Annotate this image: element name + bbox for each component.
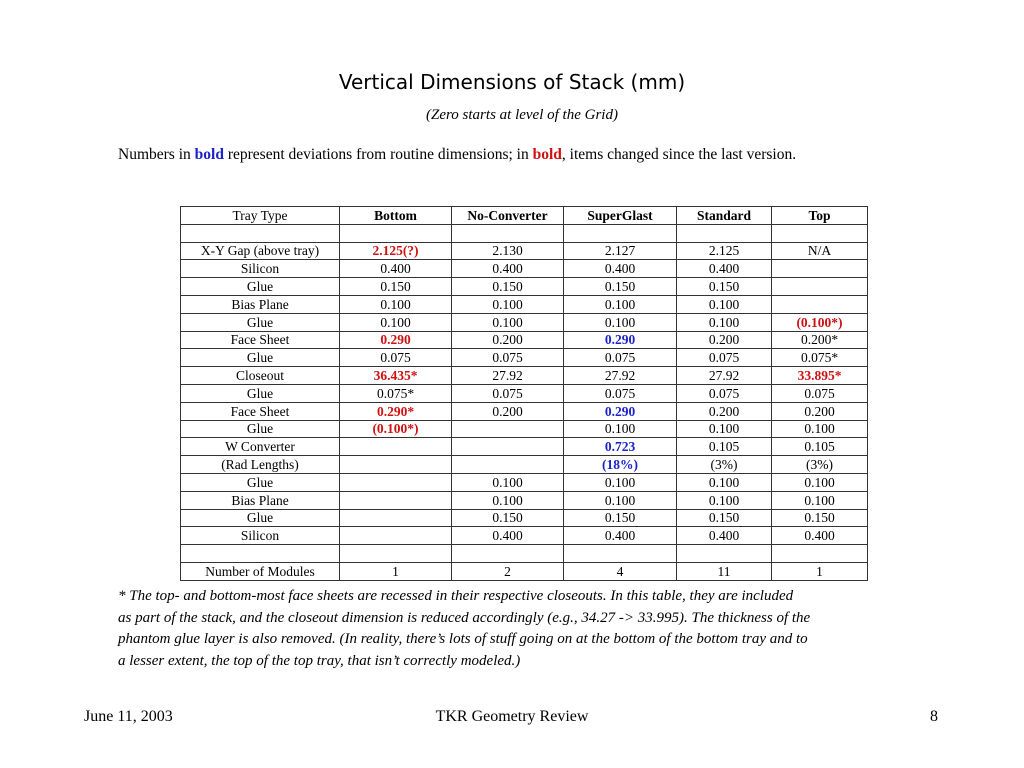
- table-cell: 0.150: [564, 509, 677, 527]
- table-cell: 4: [564, 562, 677, 580]
- table-cell: [452, 545, 564, 563]
- table-cell: 0.723: [564, 438, 677, 456]
- table-cell: 0.100: [564, 295, 677, 313]
- table-cell: [452, 438, 564, 456]
- table-cell: 0.200*: [772, 331, 868, 349]
- table-cell: 0.100: [452, 473, 564, 491]
- table-row: [181, 313, 868, 331]
- table-cell: [340, 438, 452, 456]
- footnote-line: phantom glue layer is also removed. (In reality, there’s lots of stuff going on at the bottom of the bottom tray and to: [118, 631, 808, 647]
- table-row: [181, 420, 868, 438]
- table-cell: 0.100: [772, 491, 868, 509]
- table-row: [181, 224, 868, 242]
- table-cell: 0.150: [452, 278, 564, 296]
- table-row: [181, 349, 868, 367]
- table-cell: [772, 278, 868, 296]
- row-label-cell: Face Sheet: [181, 331, 340, 349]
- table-cell: 0.150: [452, 509, 564, 527]
- table-cell: [340, 545, 452, 563]
- table-cell: 0.100: [677, 295, 772, 313]
- table-cell: 0.150: [772, 509, 868, 527]
- row-label-cell: Glue: [181, 313, 340, 331]
- note-bold-blue: bold: [194, 146, 224, 163]
- table-row: [181, 438, 868, 456]
- table-cell: 27.92: [452, 367, 564, 385]
- table-cell: 0.200: [677, 331, 772, 349]
- row-label-cell: Face Sheet: [181, 402, 340, 420]
- table-row: [181, 473, 868, 491]
- row-label-cell: Glue: [181, 509, 340, 527]
- table-row: [181, 367, 868, 385]
- table-cell: 0.105: [677, 438, 772, 456]
- table-cell: [772, 295, 868, 313]
- table-cell: 0.200: [772, 402, 868, 420]
- table-cell: 0.400: [452, 260, 564, 278]
- table-cell: 0.100: [564, 420, 677, 438]
- footnote-line: as part of the stack, and the closeout dimension is reduced accordingly (e.g., 34.27 -> 33.995). The thickness of the: [118, 609, 811, 626]
- table-cell: 2.125: [677, 242, 772, 260]
- row-label-cell: Bias Plane: [181, 295, 340, 313]
- header-no-converter: No-Converter: [452, 207, 564, 225]
- table-cell: 0.100: [452, 491, 564, 509]
- table-cell: [452, 224, 564, 242]
- table-row: [181, 456, 868, 474]
- table-cell: [452, 420, 564, 438]
- table-cell: 0.075: [772, 384, 868, 402]
- row-label-cell: Silicon: [181, 260, 340, 278]
- table-cell: 0.100: [772, 420, 868, 438]
- note-text-3: , items changed since the last version.: [561, 146, 797, 163]
- table-row: [181, 527, 868, 545]
- table-cell: 0.100: [564, 473, 677, 491]
- row-label-cell: W Converter: [181, 438, 340, 456]
- table-cell: 0.100: [677, 473, 772, 491]
- table-cell: 0.400: [677, 260, 772, 278]
- footer-date: June 11, 2003: [84, 708, 173, 725]
- table-cell: 0.100: [677, 491, 772, 509]
- table-cell: 27.92: [677, 367, 772, 385]
- row-label-cell: Glue: [181, 473, 340, 491]
- row-label-cell: Number of Modules: [181, 562, 340, 580]
- table-cell: 0.075*: [772, 349, 868, 367]
- note-bold-red: bold: [532, 146, 562, 163]
- table-row: [181, 295, 868, 313]
- footnote-line: * The top- and bottom-most face sheets are recessed in their respective closeouts. In this table, they are included: [118, 588, 794, 604]
- table-cell: [452, 456, 564, 474]
- table-cell: 0.400: [340, 260, 452, 278]
- table-header-row: [181, 207, 868, 225]
- header-standard: Standard: [677, 207, 772, 225]
- table-cell: 0.100: [452, 295, 564, 313]
- legend-note: [118, 146, 796, 164]
- footnote-line: a lesser extent, the top of the top tray, that isn’t correctly modeled.): [118, 652, 521, 669]
- table-cell: 0.150: [564, 278, 677, 296]
- table-cell: 0.400: [452, 527, 564, 545]
- row-label-cell: Bias Plane: [181, 491, 340, 509]
- table-cell: 0.075: [340, 349, 452, 367]
- table-row: [181, 260, 868, 278]
- table-cell: [340, 509, 452, 527]
- table-cell: [772, 260, 868, 278]
- note-text-1: Numbers in: [118, 146, 195, 163]
- table-cell: [677, 545, 772, 563]
- table-cell: 0.100: [564, 313, 677, 331]
- table-cell: 0.290: [340, 331, 452, 349]
- table-cell: [340, 224, 452, 242]
- table-row: [181, 242, 868, 260]
- table-cell: 1: [340, 562, 452, 580]
- table-cell: 0.400: [564, 527, 677, 545]
- table-cell: [772, 545, 868, 563]
- table-row: [181, 562, 868, 580]
- table-row: [181, 278, 868, 296]
- table-cell: 0.400: [677, 527, 772, 545]
- table-cell: N/A: [772, 242, 868, 260]
- table-cell: 0.100: [564, 491, 677, 509]
- header-bottom: Bottom: [340, 207, 452, 225]
- table-cell: 0.105: [772, 438, 868, 456]
- table-cell: 11: [677, 562, 772, 580]
- table-cell: 0.100: [677, 420, 772, 438]
- table-cell: 27.92: [564, 367, 677, 385]
- table-cell: 0.100: [452, 313, 564, 331]
- page-number: 8: [930, 708, 938, 725]
- table-cell: 0.075: [677, 349, 772, 367]
- row-label-cell: Glue: [181, 420, 340, 438]
- row-label-cell: X-Y Gap (above tray): [181, 242, 340, 260]
- table-cell: 0.075: [452, 349, 564, 367]
- table-cell: (0.100*): [772, 313, 868, 331]
- table-cell: 0.200: [452, 402, 564, 420]
- table-cell: 2.130: [452, 242, 564, 260]
- table-cell: [340, 456, 452, 474]
- table-cell: 0.150: [677, 509, 772, 527]
- table-row: [181, 384, 868, 402]
- table-row: [181, 545, 868, 563]
- footnote: [118, 586, 938, 672]
- row-label-cell: Glue: [181, 349, 340, 367]
- table-cell: [564, 224, 677, 242]
- row-label-cell: Glue: [181, 384, 340, 402]
- table-cell: (3%): [677, 456, 772, 474]
- table-cell: (3%): [772, 456, 868, 474]
- header-superglast: SuperGlast: [564, 207, 677, 225]
- table-cell: 0.150: [677, 278, 772, 296]
- header-top: Top: [772, 207, 868, 225]
- table-cell: 0.290*: [340, 402, 452, 420]
- table-cell: (0.100*): [340, 420, 452, 438]
- table-cell: [340, 527, 452, 545]
- table-cell: [564, 545, 677, 563]
- row-label-cell: Glue: [181, 278, 340, 296]
- table-row: [181, 509, 868, 527]
- table-cell: 2.125(?): [340, 242, 452, 260]
- table-body: [181, 224, 868, 580]
- table-cell: 0.400: [772, 527, 868, 545]
- footer-title: TKR Geometry Review: [435, 708, 589, 725]
- stack-dimensions-table: [180, 206, 868, 581]
- table-cell: 0.075: [564, 384, 677, 402]
- row-label-cell: [181, 545, 340, 563]
- table-cell: 0.290: [564, 331, 677, 349]
- table-cell: 0.075: [452, 384, 564, 402]
- table-cell: 0.200: [452, 331, 564, 349]
- note-text-2: represent deviations from routine dimensions; in: [223, 146, 533, 163]
- table-cell: 2.127: [564, 242, 677, 260]
- table-cell: [340, 473, 452, 491]
- table-cell: 0.400: [564, 260, 677, 278]
- table-cell: 0.075*: [340, 384, 452, 402]
- table-cell: (18%): [564, 456, 677, 474]
- row-label-cell: Silicon: [181, 527, 340, 545]
- table-cell: 1: [772, 562, 868, 580]
- table-cell: 2: [452, 562, 564, 580]
- header-tray-type: Tray Type: [181, 207, 340, 225]
- table-cell: 0.100: [340, 295, 452, 313]
- table-cell: 0.150: [340, 278, 452, 296]
- table-row: [181, 402, 868, 420]
- table-row: [181, 331, 868, 349]
- row-label-cell: [181, 224, 340, 242]
- table-cell: 0.100: [340, 313, 452, 331]
- table-cell: [677, 224, 772, 242]
- table-cell: 0.100: [772, 473, 868, 491]
- table-cell: 0.075: [564, 349, 677, 367]
- table-cell: [772, 224, 868, 242]
- slide-subtitle: (Zero starts at level of the Grid): [426, 107, 618, 123]
- table-cell: 0.290: [564, 402, 677, 420]
- table-cell: 0.075: [677, 384, 772, 402]
- table-cell: 0.100: [677, 313, 772, 331]
- row-label-cell: (Rad Lengths): [181, 456, 340, 474]
- slide-title: Vertical Dimensions of Stack (mm): [338, 70, 686, 94]
- row-label-cell: Closeout: [181, 367, 340, 385]
- table-cell: [340, 491, 452, 509]
- table-cell: 36.435*: [340, 367, 452, 385]
- table-row: [181, 491, 868, 509]
- table-cell: 33.895*: [772, 367, 868, 385]
- table-cell: 0.200: [677, 402, 772, 420]
